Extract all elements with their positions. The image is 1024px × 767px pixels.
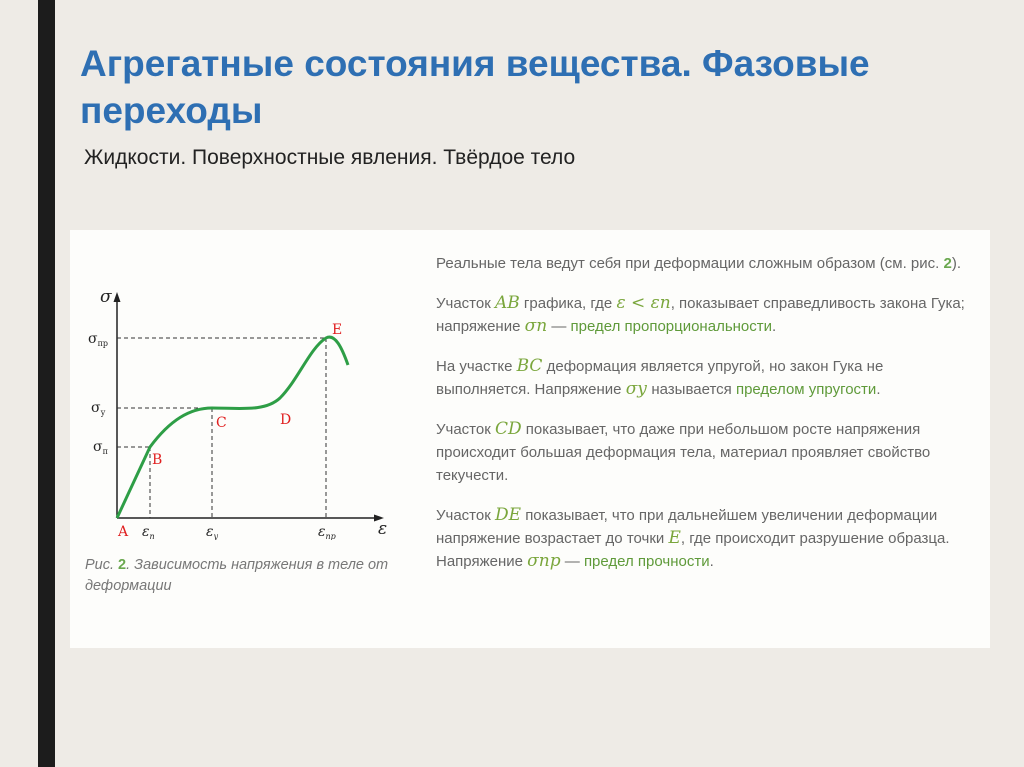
- condition-formula: ε < εn: [616, 293, 671, 313]
- term-proportionality-limit: предел пропорциональности: [570, 318, 773, 335]
- stress-strain-diagram: [80, 240, 420, 540]
- p5-text-d: —: [560, 553, 580, 570]
- p5-text-e: .: [709, 553, 714, 570]
- caption-prefix: Рис.: [85, 557, 115, 573]
- y-tick-sigma-pr: $\sigma_{пр}$: [88, 331, 109, 348]
- point-label-b: B: [152, 452, 163, 468]
- p4-text-a: Участок: [436, 421, 491, 438]
- figure-reference: 2: [943, 255, 952, 272]
- explanation-text: [436, 252, 976, 590]
- p5-text-b: показывает, что при дальнейшем увеличении деформации напряжение возрастает до точки: [436, 507, 938, 547]
- y-tick-sigma-u: $\sigma_у$: [91, 400, 106, 417]
- figure-caption: [85, 555, 430, 597]
- x-tick-eps-u: $\varepsilon_у$: [206, 524, 219, 540]
- y-axis-label: σ: [100, 287, 112, 307]
- p5-text-a: Участок: [436, 507, 491, 524]
- caption-number: 2: [118, 557, 127, 573]
- x-tick-eps-pr: $\varepsilon_{пр}$: [318, 524, 336, 540]
- p5-text-c: , где происходит разрушение образца. Напряжение: [436, 530, 950, 570]
- p2-text-a: Участок: [436, 295, 491, 312]
- paragraph-ab: [436, 292, 976, 338]
- paragraph-bc: [436, 355, 976, 401]
- point-label-a: A: [118, 524, 129, 540]
- paragraph-cd: [436, 418, 976, 487]
- caption-text: . Зависимость напряжения в теле от деформации: [85, 557, 389, 594]
- p2-text-b: графика, где: [523, 295, 613, 312]
- point-e: E: [668, 528, 681, 548]
- segment-cd: CD: [494, 419, 522, 439]
- segment-bc: BC: [516, 356, 543, 376]
- p2-text-c: , показывает справедливость закона Гука; напряжение: [436, 295, 965, 335]
- p1-text-b: ).: [951, 255, 961, 272]
- y-axis-arrow: [114, 292, 121, 302]
- p1-text-a: Реальные тела ведут себя при деформации сложным образом (см. рис.: [436, 255, 940, 272]
- point-label-e: E: [332, 322, 343, 338]
- point-label-c: C: [216, 415, 227, 431]
- segment-de: DE: [494, 505, 522, 525]
- p3-text-a: На участке: [436, 358, 513, 375]
- sigma-pr: σпр: [527, 551, 561, 571]
- paragraph-intro: [436, 252, 976, 275]
- term-elastic-limit: пределом упругости: [735, 381, 877, 398]
- paragraph-de: [436, 504, 976, 573]
- term-strength-limit: предел прочности: [583, 553, 710, 570]
- y-tick-sigma-p: $\sigma_п$: [93, 439, 108, 456]
- x-tick-eps-p: $\varepsilon_п$: [142, 524, 155, 540]
- p3-text-d: .: [876, 381, 881, 398]
- sigma-n: σn: [524, 316, 548, 336]
- p3-text-c: называется: [651, 381, 732, 398]
- slide-title: Агрегатные состояния вещества. Фазовые переходы: [80, 43, 870, 131]
- x-axis-label: ε: [378, 519, 388, 539]
- segment-ab: AB: [494, 293, 520, 313]
- left-accent-bar: [38, 0, 55, 767]
- p2-text-d: —: [547, 318, 567, 335]
- p2-text-e: .: [772, 318, 777, 335]
- p4-text-b: показывает, что даже при небольшом росте напряжения происходит большая деформация тела, материал проявляет свойство текучести.: [436, 421, 931, 484]
- content-panel: [70, 230, 990, 648]
- stress-strain-curve: [117, 337, 348, 518]
- p3-text-b: деформация является упругой, но закон Гука не выполняется. Напряжение: [436, 358, 884, 398]
- slide-subtitle: Жидкости. Поверхностные явления. Твёрдое тело: [84, 146, 576, 169]
- sigma-u: σу: [625, 379, 648, 399]
- point-label-d: D: [280, 412, 292, 428]
